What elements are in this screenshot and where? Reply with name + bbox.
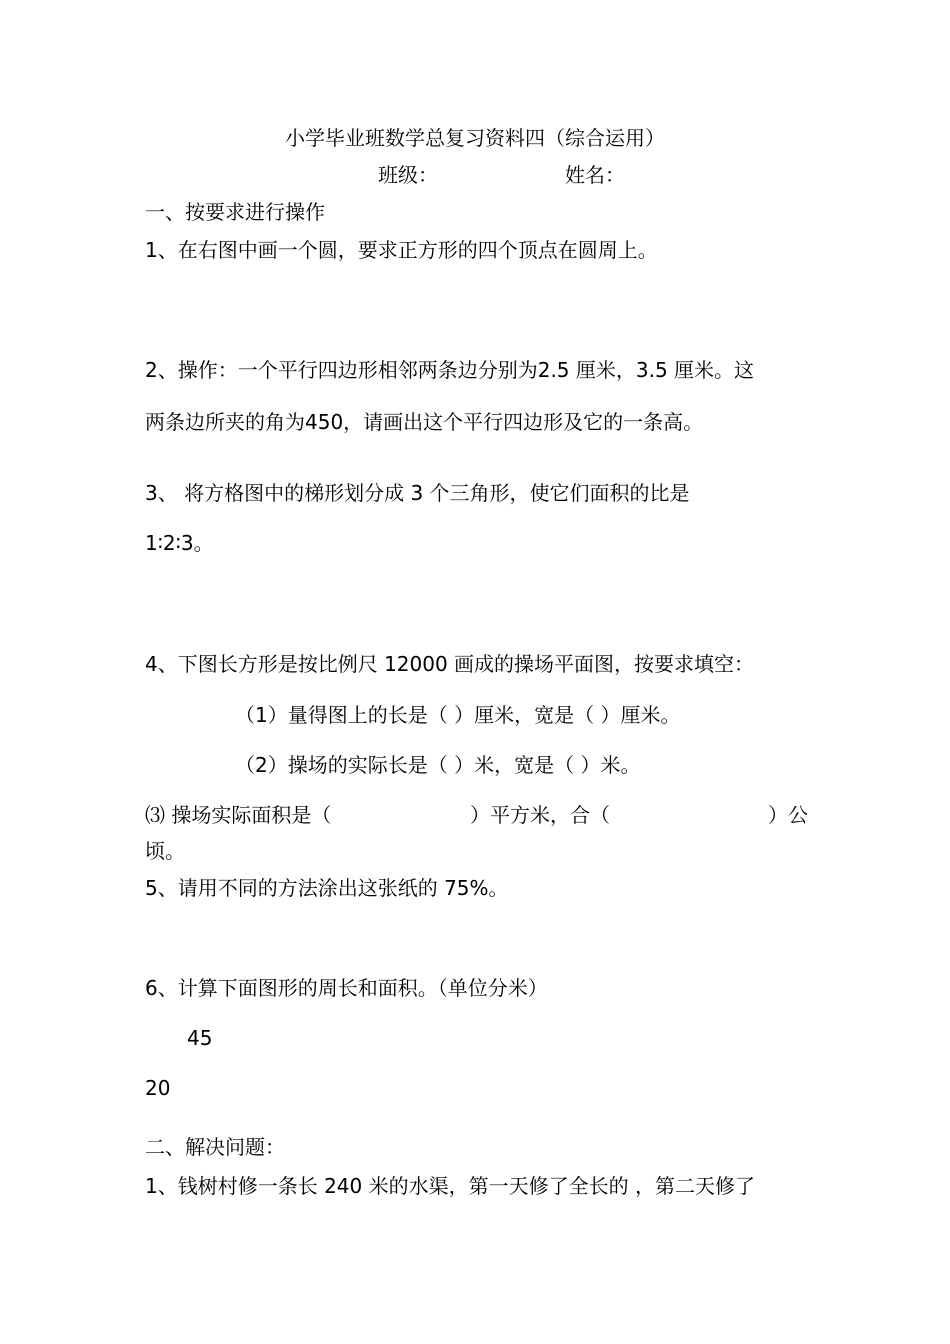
name-label: 姓名： (565, 163, 625, 187)
question-3-line-1: 3、 将方格图中的梯形划分成 3 个三角形，使它们面积的比是 (145, 481, 690, 505)
question-4-part-3-end: ）公 (768, 803, 808, 827)
problem-1-line-1: 1、钱树村修一条长 240 米的水渠，第一天修了全长的 ，第二天修了 (145, 1174, 755, 1198)
question-2-line-2: 两条边所夹的角为450，请画出这个平行四边形及它的一条高。 (145, 410, 704, 434)
question-6: 6、计算下面图形的周长和面积。（单位分米） (145, 976, 548, 1000)
page-title: 小学毕业班数学总复习资料四（综合运用） (285, 126, 665, 150)
question-3-line-2: 1∶2∶3。 (145, 531, 214, 555)
question-4-part-3-start: ⑶ 操场实际面积是（ (145, 803, 332, 827)
class-label: 班级： (378, 163, 438, 187)
question-5: 5、请用不同的方法涂出这张纸的 75%。 (145, 876, 509, 900)
question-2-line-1: 2、操作：一个平行四边形相邻两条边分别为2.5 厘米，3.5 厘米。这 (145, 358, 755, 382)
figure-dimension-left: 20 (145, 1076, 171, 1100)
question-4-part-2: （2）操场的实际长是（ ）米，宽是（ ）米。 (235, 753, 641, 777)
question-4-part-3-wrap: 顷。 (145, 839, 185, 863)
question-1: 1、在右图中画一个圆，要求正方形的四个顶点在圆周上。 (145, 238, 658, 262)
figure-dimension-top: 45 (187, 1026, 213, 1050)
section-two-heading: 二、解决问题： (145, 1135, 285, 1159)
question-4-part-1: （1）量得图上的长是（ ）厘米，宽是（ ）厘米。 (235, 703, 681, 727)
section-one-heading: 一、按要求进行操作 (145, 200, 325, 224)
question-4-part-3-middle: ）平方米，合（ (470, 803, 610, 827)
question-4-intro: 4、下图长方形是按比例尺 12000 画成的操场平面图，按要求填空： (145, 652, 755, 676)
